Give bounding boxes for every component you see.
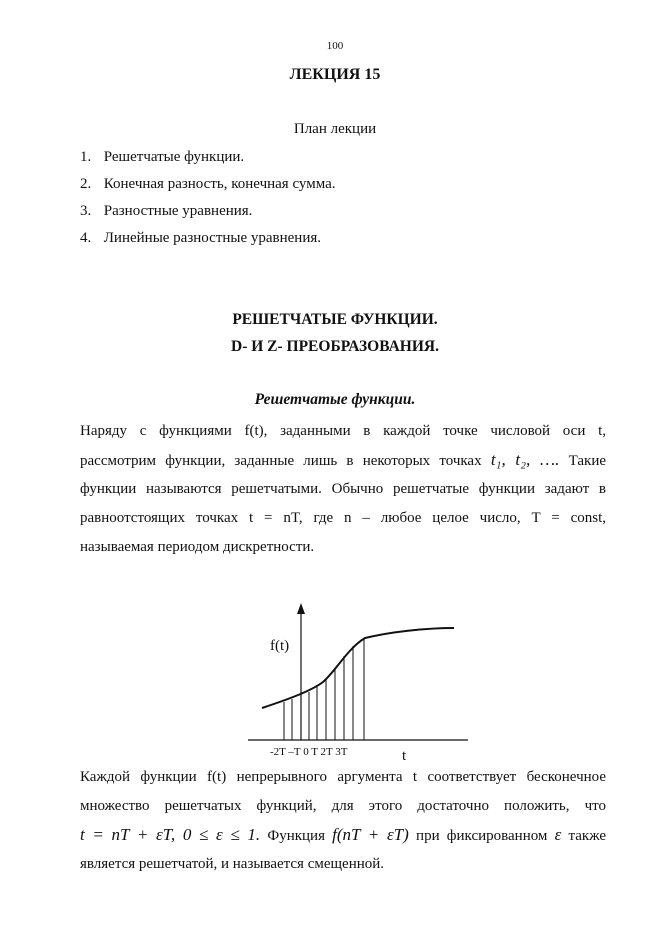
paragraph-text: Функция [267, 828, 325, 844]
plan-item-number: 2. [80, 176, 92, 192]
plan-item-number: 3. [80, 203, 92, 219]
paragraph-intro [80, 420, 606, 565]
paragraph-text: также [568, 828, 607, 844]
section-title-line1: РЕШЕТЧАТЫЕ ФУНКЦИИ. [232, 311, 438, 328]
plan-item [80, 200, 336, 227]
paragraph-text: Такие [568, 453, 607, 469]
section-title-line2: D- И Z- ПРЕОБРАЗОВАНИЯ. [231, 338, 439, 355]
paragraph-text: рассмотрим функции, заданные лишь в некоторых точках [80, 453, 482, 469]
paragraph-shifted [80, 766, 606, 882]
paragraph-line: Наряду с функциями f(t), заданными в каждой точке числовой оси t, [80, 423, 606, 439]
math-epsilon: ε [554, 825, 562, 844]
plan-item-text: Разностные уравнения. [103, 203, 253, 219]
plan-item [80, 173, 336, 200]
x-tick-labels: -2T –T 0 T 2T 3T [270, 746, 348, 758]
plan-title: План лекции [293, 121, 377, 137]
plan-item-text: Конечная разность, конечная сумма. [103, 176, 336, 192]
y-axis-arrow-icon [297, 603, 305, 614]
paragraph-line: функции называются решетчатыми. Обычно решетчатые функции задают в [80, 481, 606, 497]
paragraph-line: множество решетчатых функций, для этого достаточно положить, что [80, 798, 606, 814]
plan-item [80, 146, 336, 173]
paragraph-line [80, 824, 606, 853]
subsection-title: Решетчатые функции. [254, 391, 416, 408]
lecture-title: ЛЕКЦИЯ 15 [289, 66, 381, 83]
plan-item-text: Линейные разностные уравнения. [103, 230, 322, 246]
plan-item-number: 1. [80, 149, 92, 165]
paragraph-text: при фиксированном [416, 828, 548, 844]
lattice-function-figure [240, 600, 480, 770]
math-formula: t = nT + εT, 0 ≤ ε ≤ 1. [80, 825, 261, 844]
x-axis-label: t [402, 748, 407, 764]
paragraph-line: Каждой функции f(t) непрерывного аргумента t соответствует бесконечное [80, 769, 606, 785]
function-curve [262, 628, 454, 708]
math-formula: f(nT + εT) [332, 825, 409, 844]
paragraph-line: является решетчатой, и называется смещенной. [80, 856, 385, 872]
math-points: t₁, t₂, …. [490, 450, 560, 469]
page-number: 100 [326, 40, 344, 52]
plan-item-text: Решетчатые функции. [103, 149, 245, 165]
paragraph-line [80, 449, 606, 478]
plan-item [80, 227, 336, 254]
plan-item-number: 4. [80, 230, 92, 246]
y-axis-label: f(t) [270, 638, 290, 654]
paragraph-line: равноотстоящих точках t = nT, где n – любое целое число, T = const, [80, 510, 606, 526]
plan-list [80, 146, 336, 254]
paragraph-line: называемая периодом дискретности. [80, 539, 315, 555]
